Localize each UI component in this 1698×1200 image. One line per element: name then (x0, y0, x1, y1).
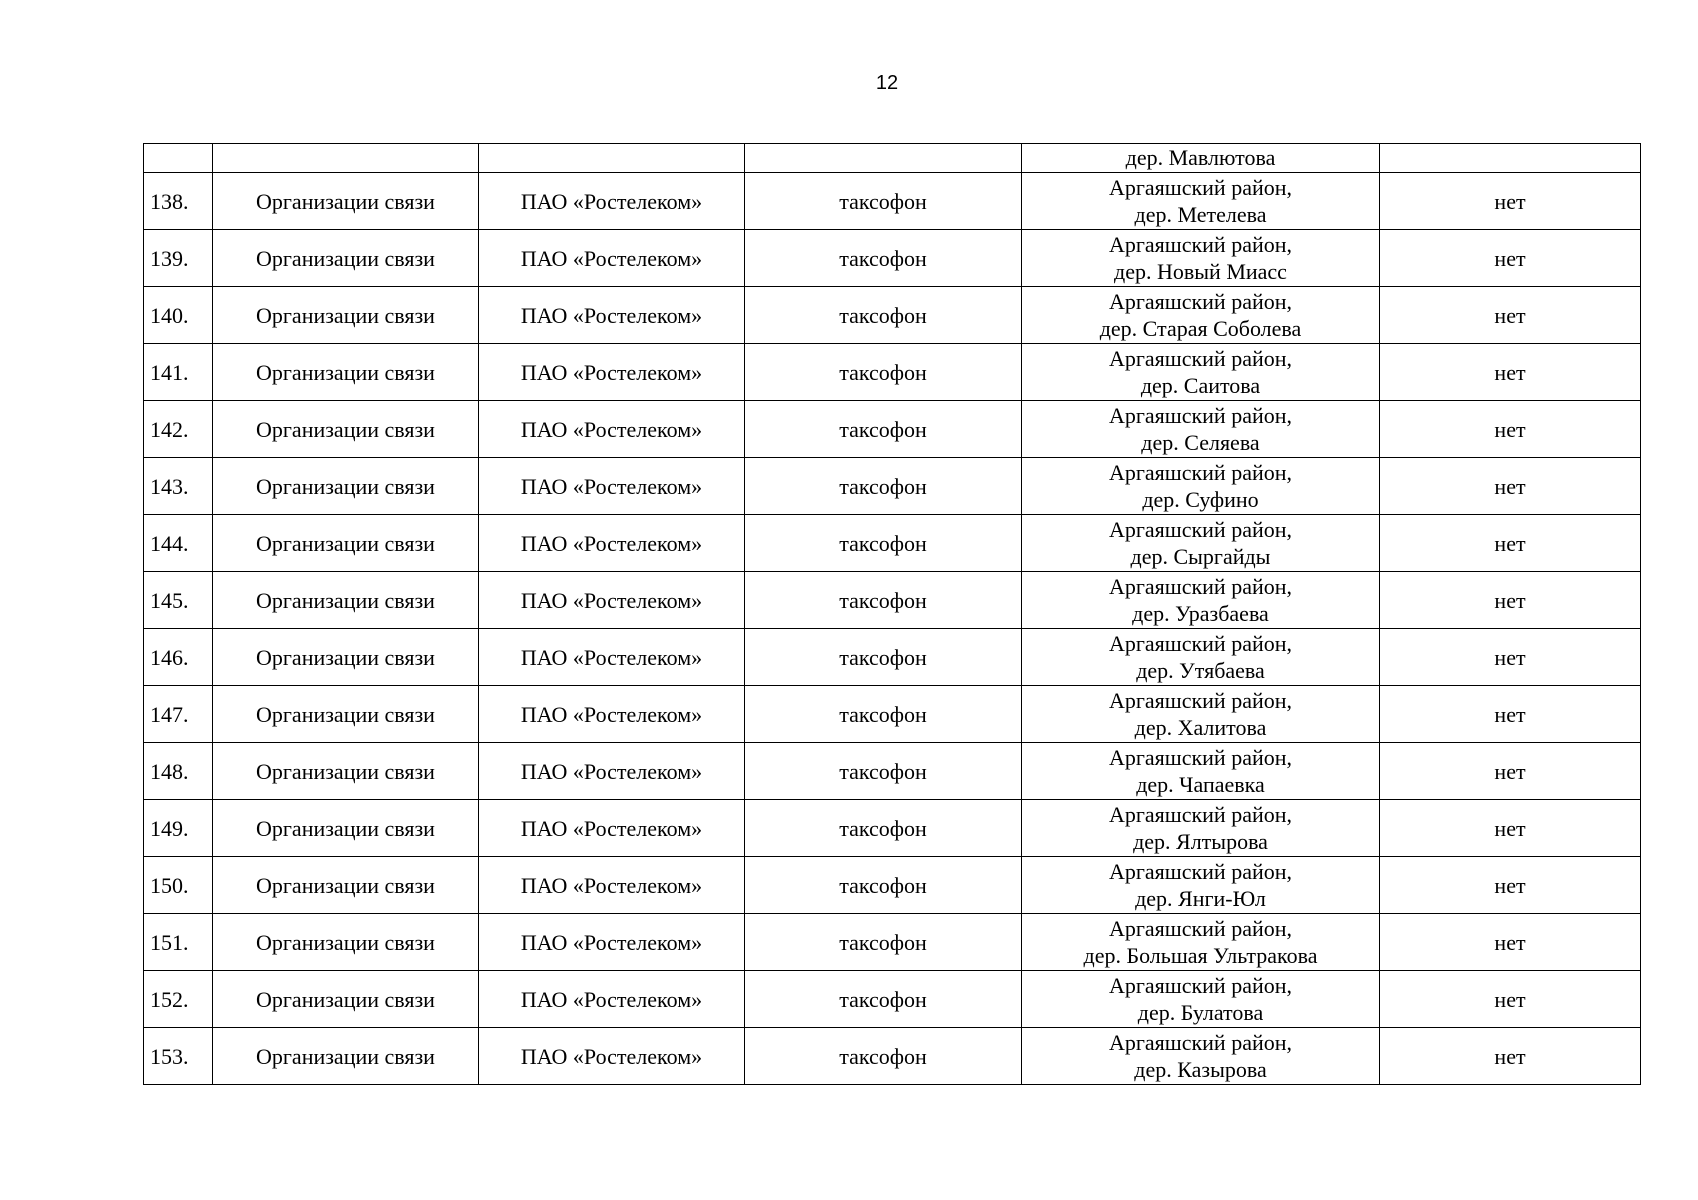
cell-organization: ПАО «Ростелеком» (479, 458, 745, 515)
cell-number: 148. (144, 743, 213, 800)
cell-value: нет (1380, 686, 1641, 743)
cell-category: Организации связи (213, 572, 479, 629)
cell-organization: ПАО «Ростелеком» (479, 857, 745, 914)
table-row (144, 629, 1641, 686)
cell-address (1022, 173, 1380, 230)
cell-object-type: таксофон (745, 287, 1022, 344)
cell-category: Организации связи (213, 800, 479, 857)
cell-value: нет (1380, 629, 1641, 686)
cell-address (1022, 458, 1380, 515)
address-district: Аргаяшский район, (1108, 859, 1293, 884)
cell-address (1022, 572, 1380, 629)
cell-object-type: таксофон (745, 515, 1022, 572)
address-district: Аргаяшский район, (1108, 289, 1293, 314)
cell-number: 140. (144, 287, 213, 344)
cell-number: 141. (144, 344, 213, 401)
cell-object-type: таксофон (745, 971, 1022, 1028)
address-district: Аргаяшский район, (1108, 916, 1293, 941)
address-settlement: дер. Чапаевка (1136, 772, 1265, 797)
cell-value: нет (1380, 971, 1641, 1028)
cell-organization: ПАО «Ростелеком» (479, 1028, 745, 1085)
cell-value: нет (1380, 458, 1641, 515)
cell-category (213, 144, 479, 173)
address-settlement: дер. Уразбаева (1132, 601, 1269, 626)
cell-organization: ПАО «Ростелеком» (479, 800, 745, 857)
cell-object-type: таксофон (745, 1028, 1022, 1085)
cell-object-type: таксофон (745, 914, 1022, 971)
cell-value: нет (1380, 344, 1641, 401)
cell-number: 153. (144, 1028, 213, 1085)
address-district: Аргаяшский район, (1108, 460, 1293, 485)
cell-object-type: таксофон (745, 800, 1022, 857)
cell-organization: ПАО «Ростелеком» (479, 344, 745, 401)
address-settlement: дер. Суфино (1142, 487, 1259, 512)
cell-address (1022, 800, 1380, 857)
table-row (144, 572, 1641, 629)
cell-organization: ПАО «Ростелеком» (479, 515, 745, 572)
cell-organization: ПАО «Ростелеком» (479, 629, 745, 686)
cell-object-type: таксофон (745, 743, 1022, 800)
cell-number: 151. (144, 914, 213, 971)
cell-number: 139. (144, 230, 213, 287)
cell-number: 138. (144, 173, 213, 230)
address-district: Аргаяшский район, (1108, 802, 1293, 827)
cell-value: нет (1380, 173, 1641, 230)
page-number: 12 (875, 72, 899, 94)
cell-number: 144. (144, 515, 213, 572)
address-settlement: дер. Булатова (1137, 1000, 1264, 1025)
cell-organization: ПАО «Ростелеком» (479, 686, 745, 743)
cell-object-type (745, 144, 1022, 173)
address-settlement: дер. Старая Соболева (1099, 316, 1302, 341)
table-row (144, 857, 1641, 914)
cell-object-type: таксофон (745, 857, 1022, 914)
cell-number: 146. (144, 629, 213, 686)
address-settlement: дер. Халитова (1134, 715, 1267, 740)
cell-number: 147. (144, 686, 213, 743)
cell-value: нет (1380, 515, 1641, 572)
cell-organization: ПАО «Ростелеком» (479, 287, 745, 344)
address-settlement: дер. Селяева (1141, 430, 1260, 455)
cell-value: нет (1380, 401, 1641, 458)
cell-object-type: таксофон (745, 344, 1022, 401)
address-district: Аргаяшский район, (1108, 745, 1293, 770)
cell-value (1380, 144, 1641, 173)
cell-value: нет (1380, 287, 1641, 344)
cell-address (1022, 857, 1380, 914)
cell-category: Организации связи (213, 629, 479, 686)
cell-number: 149. (144, 800, 213, 857)
cell-value: нет (1380, 743, 1641, 800)
cell-address (1022, 515, 1380, 572)
address-district: Аргаяшский район, (1108, 688, 1293, 713)
table-row (144, 515, 1641, 572)
address-district: Аргаяшский район, (1108, 574, 1293, 599)
address-district: Аргаяшский район, (1108, 175, 1293, 200)
cell-object-type: таксофон (745, 629, 1022, 686)
cell-organization (479, 144, 745, 173)
table-row (144, 287, 1641, 344)
cell-organization: ПАО «Ростелеком» (479, 743, 745, 800)
cell-object-type: таксофон (745, 458, 1022, 515)
cell-number: 152. (144, 971, 213, 1028)
table-row (144, 914, 1641, 971)
address-settlement: дер. Казырова (1134, 1057, 1267, 1082)
cell-organization: ПАО «Ростелеком» (479, 173, 745, 230)
address-district: Аргаяшский район, (1108, 403, 1293, 428)
cell-object-type: таксофон (745, 401, 1022, 458)
table-row (144, 344, 1641, 401)
cell-value: нет (1380, 857, 1641, 914)
address-settlement: дер. Ялтырова (1133, 829, 1268, 854)
cell-address (1022, 401, 1380, 458)
cell-number (144, 144, 213, 173)
cell-object-type: таксофон (745, 173, 1022, 230)
cell-organization: ПАО «Ростелеком» (479, 230, 745, 287)
cell-value: нет (1380, 1028, 1641, 1085)
address-settlement: дер. Новый Миасс (1114, 259, 1287, 284)
cell-address (1022, 1028, 1380, 1085)
table-row-continuation (144, 144, 1641, 173)
cell-category: Организации связи (213, 458, 479, 515)
address-district: Аргаяшский район, (1108, 973, 1293, 998)
table-row (144, 1028, 1641, 1085)
cell-value: нет (1380, 800, 1641, 857)
cell-address (1022, 629, 1380, 686)
cell-organization: ПАО «Ростелеком» (479, 572, 745, 629)
address-settlement: дер. Большая Ультракова (1083, 943, 1318, 968)
facilities-table (143, 143, 1641, 1085)
address-district: Аргаяшский район, (1108, 346, 1293, 371)
cell-category: Организации связи (213, 401, 479, 458)
cell-value: нет (1380, 572, 1641, 629)
cell-category: Организации связи (213, 344, 479, 401)
table-row (144, 173, 1641, 230)
table-row (144, 458, 1641, 515)
cell-category: Организации связи (213, 1028, 479, 1085)
cell-category: Организации связи (213, 230, 479, 287)
cell-value: нет (1380, 230, 1641, 287)
cell-address (1022, 344, 1380, 401)
cell-number: 150. (144, 857, 213, 914)
cell-address (1022, 230, 1380, 287)
address-settlement: дер. Янги-Юл (1135, 886, 1266, 911)
address-district: Аргаяшский район, (1108, 631, 1293, 656)
cell-category: Организации связи (213, 686, 479, 743)
table-row (144, 971, 1641, 1028)
table-row (144, 686, 1641, 743)
cell-object-type: таксофон (745, 572, 1022, 629)
cell-organization: ПАО «Ростелеком» (479, 401, 745, 458)
cell-address: дер. Мавлютова (1022, 144, 1380, 173)
cell-address (1022, 914, 1380, 971)
cell-address (1022, 287, 1380, 344)
table-row (144, 800, 1641, 857)
cell-category: Организации связи (213, 287, 479, 344)
cell-category: Организации связи (213, 857, 479, 914)
cell-address (1022, 686, 1380, 743)
cell-address (1022, 971, 1380, 1028)
address-district: Аргаяшский район, (1108, 517, 1293, 542)
cell-object-type: таксофон (745, 686, 1022, 743)
cell-object-type: таксофон (745, 230, 1022, 287)
cell-category: Организации связи (213, 173, 479, 230)
address-district: Аргаяшский район, (1108, 232, 1293, 257)
address-settlement: дер. Саитова (1140, 373, 1261, 398)
address-settlement: дер. Метелева (1134, 202, 1267, 227)
cell-category: Организации связи (213, 914, 479, 971)
address-district: Аргаяшский район, (1108, 1030, 1293, 1055)
cell-value: нет (1380, 914, 1641, 971)
cell-number: 143. (144, 458, 213, 515)
cell-number: 145. (144, 572, 213, 629)
cell-category: Организации связи (213, 971, 479, 1028)
table-row (144, 743, 1641, 800)
cell-organization: ПАО «Ростелеком» (479, 971, 745, 1028)
address-settlement: дер. Сыргайды (1130, 544, 1271, 569)
table-row (144, 401, 1641, 458)
cell-category: Организации связи (213, 743, 479, 800)
cell-organization: ПАО «Ростелеком» (479, 914, 745, 971)
cell-category: Организации связи (213, 515, 479, 572)
cell-address (1022, 743, 1380, 800)
table-body (144, 144, 1641, 1085)
table-row (144, 230, 1641, 287)
address-settlement: дер. Утябаева (1136, 658, 1265, 683)
cell-number: 142. (144, 401, 213, 458)
